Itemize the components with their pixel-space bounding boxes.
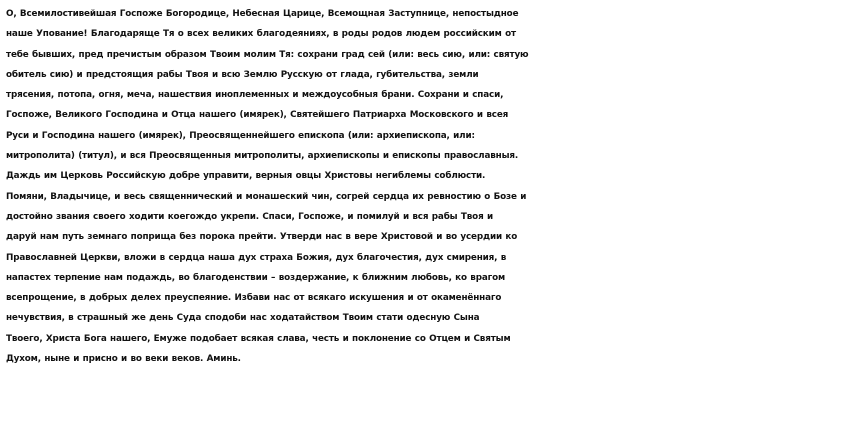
prayer-line-12: даруй нам путь земнаго поприща без порока прейти. Утверди нас в вере Христовой и во усердии ко [6, 232, 518, 243]
prayer-line-8: митрополита) (титул), и вся Преосвященныя митрополиты, архиепископы и епископы православныя. [6, 151, 519, 162]
prayer-line-16: нечувствия, в страшный же день Суда сподоби нас ходатайством Твоим стати одесную Сына [6, 313, 480, 324]
prayer-line-17: Твоего, Христа Бога нашего, Емуже подобает всякая слава, честь и поклонение со Отцем и Святым [6, 333, 511, 344]
prayer-line-13: Православней Церкви, вложи в сердца наша дух страха Божия, дух благочестия, дух смирения, в [6, 252, 507, 263]
prayer-line-7: Руси и Господина нашего (имярек), Преосвященнейшего епископа (или: архиепископа, или: [6, 130, 475, 141]
prayer-line-14: напастех терпение нам подаждь, во благоденствии – воздержание, к ближним любовь, ко врагом [6, 272, 506, 283]
prayer-line-2: наше Упование! Благодаряще Тя о всех великих благодеяниях, в роды родов людем российским от [6, 29, 516, 40]
prayer-line-10: Помяни, Владычице, и весь священнический и монашеский чин, согрей сердца их ревностию о Бозе и [6, 191, 527, 202]
prayer-line-1: О, Всемилостивейшая Госпоже Богородице, Небесная Царице, Всемощная Заступнице, непостыдное [6, 9, 519, 19]
prayer-line-6: Госпоже, Великого Господина и Отца нашего (имярек), Святейшего Патриарха Московского и всея [6, 110, 509, 121]
prayer-line-5: трясения, потопа, огня, меча, нашествия иноплеменных и междоусобныя брани. Сохрани и спаси, [6, 90, 504, 101]
prayer-line-4: обитель сию) и предстоящия рабы Твоя и всю Землю Русскую от глада, губительства, земли [6, 69, 479, 80]
prayer-text [6, 4, 846, 369]
prayer-line-3: тебе бывших, пред пречистым образом Твоим молим Тя: сохрани град сей (или: весь сию, или: святую [6, 49, 529, 60]
prayer-line-9: Даждь им Церковь Российскую добре управити, верныя овцы Христовы негиблемы соблюсти. [6, 171, 486, 182]
prayer-line-15: всепрощение, в добрых делех преуспеяние. Избави нас от всякаго искушения и от окаменённаго [6, 293, 502, 304]
prayer-line-18: Духом, ныне и присно и во веки веков. Аминь. [6, 354, 241, 365]
prayer-line-11: достойно звания своего ходити коегождо укрепи. Спаси, Госпоже, и помилуй и вся рабы Твоя и [6, 211, 493, 222]
